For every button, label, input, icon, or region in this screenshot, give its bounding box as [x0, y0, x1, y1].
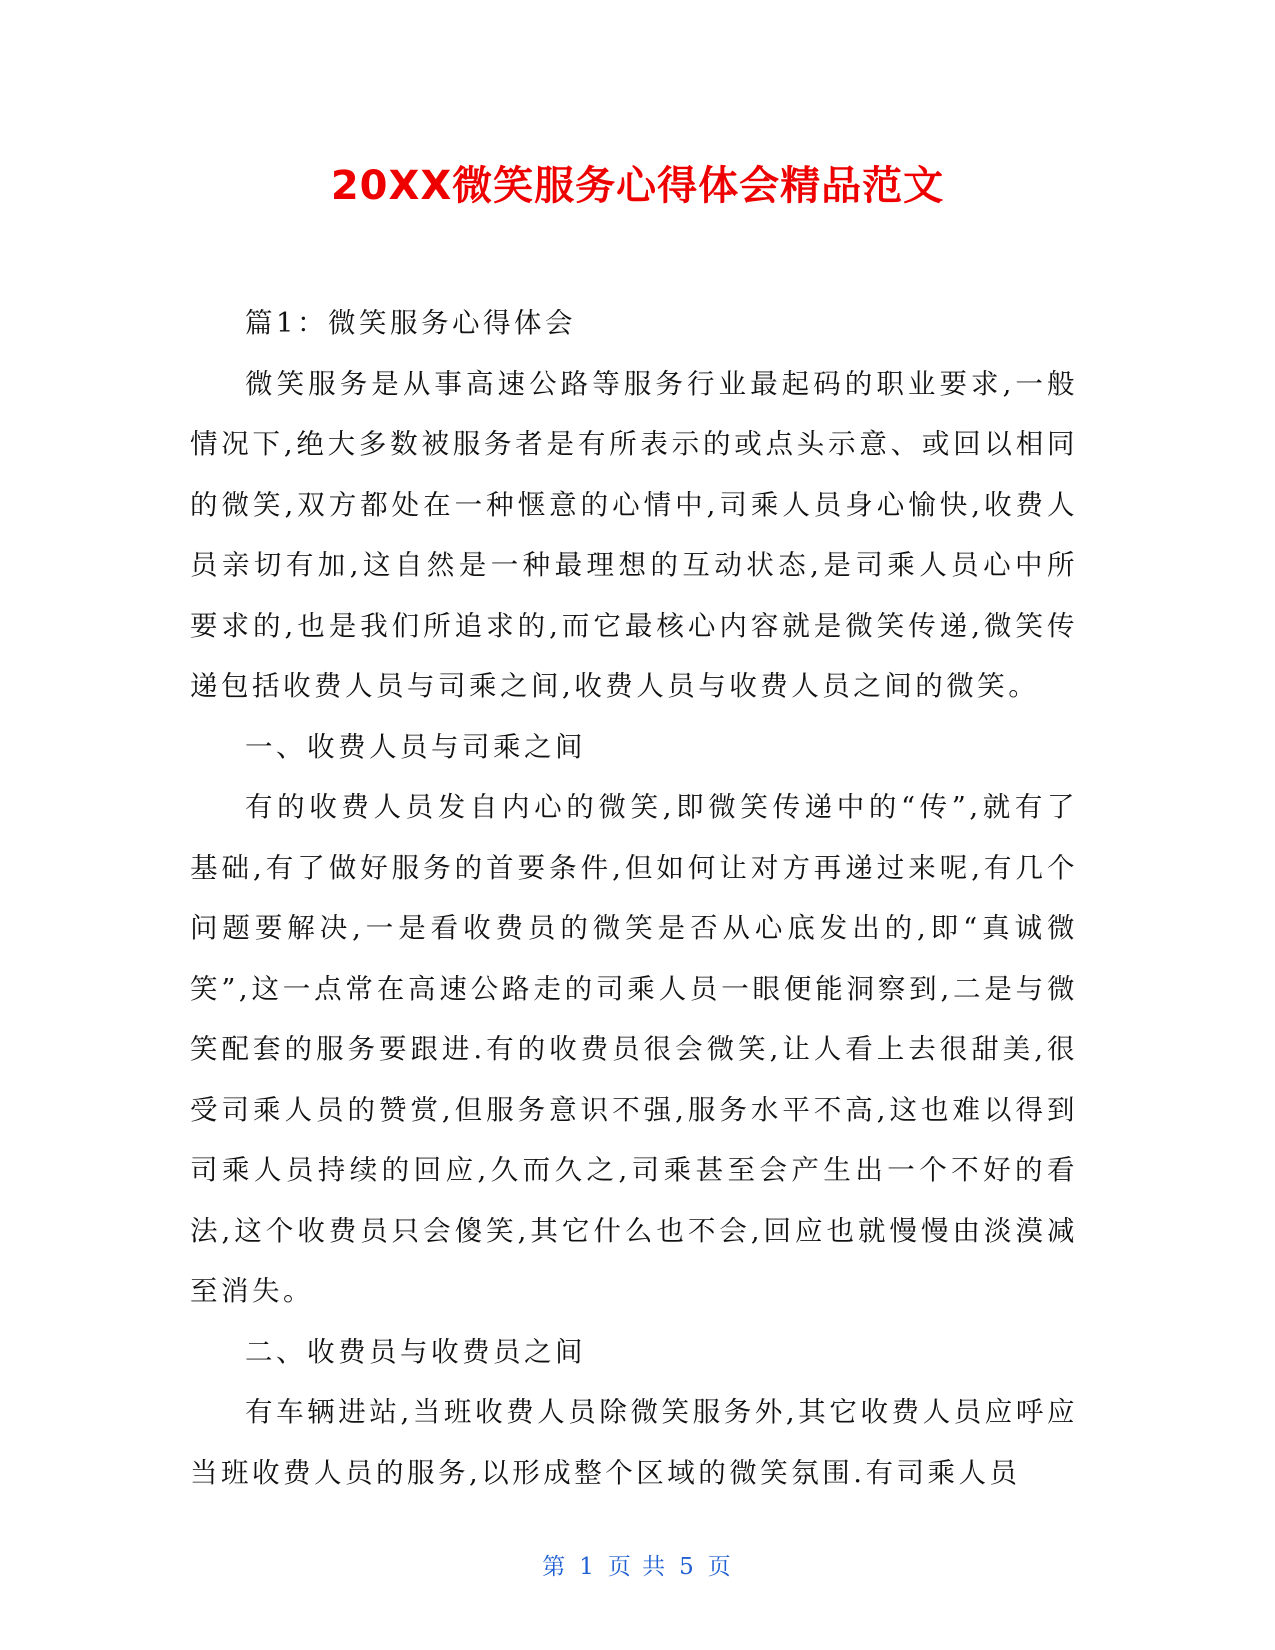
section-heading-2: 二、收费员与收费员之间 [245, 1335, 586, 1368]
section-heading-article-1: 篇1：微笑服务心得体会 [245, 307, 576, 339]
total-pages-number: 5 [679, 1554, 696, 1580]
document-body [190, 293, 1078, 1503]
page-label-suffix: 页 [707, 1554, 733, 1580]
current-page-number: 1 [579, 1554, 596, 1580]
page-label-prefix: 第 [542, 1554, 568, 1580]
body-paragraph: 微笑服务是从事高速公路等服务行业最起码的职业要求,一般情况下,绝大多数被服务者是有所表示的或点头示意、或回以相同的微笑,双方都处在一种惬意的心情中,司乘人员身心愉快,收费人员亲切有加,这自然是一种最理想的互动状态,是司乘人员心中所要求的,也是我们所追求的,而它最核心内容就是微笑传递,微笑传递包括收费人员与司乘之间,收费人员与收费人员之间的微笑。 [190, 367, 1078, 702]
page-footer [0, 1548, 1275, 1581]
body-paragraph: 有的收费人员发自内心的微笑,即微笑传递中的“传”,就有了基础,有了做好服务的首要条件,但如何让对方再递过来呢,有几个问题要解决,一是看收费员的微笑是否从心底发出的,即“真诚微笑”,这一点常在高速公路走的司乘人员一眼便能洞察到,二是与微笑配套的服务要跟进.有的收费员很会微笑,让人看上去很甜美,很受司乘人员的赞赏,但服务意识不强,服务水平不高,这也难以得到司乘人员持续的回应,久而久之,司乘甚至会产生出一个不好的看法,这个收费员只会傻笑,其它什么也不会,回应也就慢慢由淡漠减至消失。 [190, 791, 1078, 1307]
page-label-mid: 页 共 [607, 1554, 668, 1580]
section-heading-1: 一、收费人员与司乘之间 [245, 730, 586, 763]
body-paragraph: 有车辆进站,当班收费人员除微笑服务外,其它收费人员应呼应当班收费人员的服务,以形成整个区域的微笑氛围.有司乘人员 [190, 1396, 1078, 1489]
document-title: 20XX微笑服务心得体会精品范文 [330, 163, 945, 209]
